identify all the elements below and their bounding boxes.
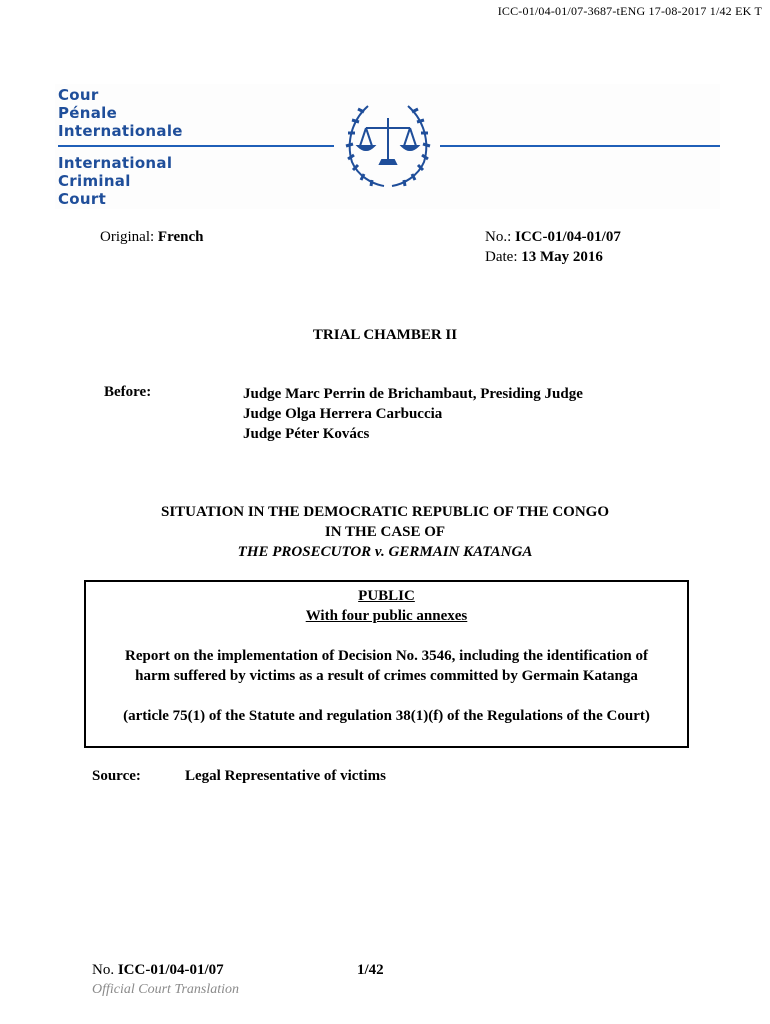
logo-en-line: Court [58, 190, 107, 208]
document-title-box [84, 580, 689, 748]
judge-name: Judge Olga Herrera Carbuccia [243, 406, 443, 422]
chamber-title: TRIAL CHAMBER II [312, 327, 458, 343]
logo-rule-right [440, 145, 720, 147]
page-number: 1/42 [357, 962, 384, 978]
case-number-label: No.: [485, 229, 512, 245]
report-title-line: Report on the implementation of Decision No. 3546, including the identification of [125, 648, 648, 664]
situation-line: SITUATION IN THE DEMOCRATIC REPUBLIC OF THE CONGO [161, 504, 609, 520]
date-value: 13 May 2016 [521, 249, 603, 265]
source-value: Legal Representative of victims [185, 768, 386, 784]
legal-basis: (article 75(1) of the Statute and regulation 38(1)(f) of the Regulations of the Court) [123, 708, 650, 724]
logo-english-name [58, 154, 172, 208]
logo-en-line: Criminal [58, 172, 131, 190]
annexes-label: With four public annexes [305, 608, 468, 624]
judges-list [243, 384, 583, 444]
report-title-line: harm suffered by victims as a result of crimes committed by Germain Katanga [135, 668, 638, 684]
case-title: THE PROSECUTOR v. GERMAIN KATANGA [237, 544, 533, 560]
case-of-line: IN THE CASE OF [324, 524, 446, 540]
logo-en-line: International [58, 154, 173, 172]
case-number-value: ICC-01/04-01/07 [515, 229, 621, 245]
before-label: Before: [104, 384, 152, 400]
judge-name: Judge Marc Perrin de Brichambaut, Presiding Judge [243, 386, 583, 402]
footer-no-value: ICC-01/04-01/07 [117, 962, 224, 978]
logo-french-name [58, 86, 183, 140]
document-stamp: ICC-01/04-01/07-3687-tENG 17-08-2017 1/42 EK T [497, 4, 762, 18]
footer-case-number [92, 962, 224, 979]
logo-fr-line: Pénale [58, 104, 118, 122]
logo-fr-line: Internationale [58, 122, 183, 140]
date-label: Date: [485, 249, 518, 265]
original-label: Original: [100, 229, 155, 245]
source-label: Source: [92, 768, 141, 784]
original-value: French [157, 229, 204, 245]
translation-note: Official Court Translation [92, 982, 240, 997]
public-label: PUBLIC [358, 588, 415, 604]
case-number [485, 229, 621, 246]
original-language [100, 229, 203, 246]
logo-rule-left [58, 145, 334, 147]
judge-name: Judge Péter Kovács [243, 426, 370, 442]
logo-fr-line: Cour [58, 86, 99, 104]
icc-logo [55, 84, 720, 209]
footer-no-label: No. [92, 962, 115, 978]
document-date [485, 249, 603, 266]
scales-of-justice-laurel-icon [338, 98, 438, 192]
